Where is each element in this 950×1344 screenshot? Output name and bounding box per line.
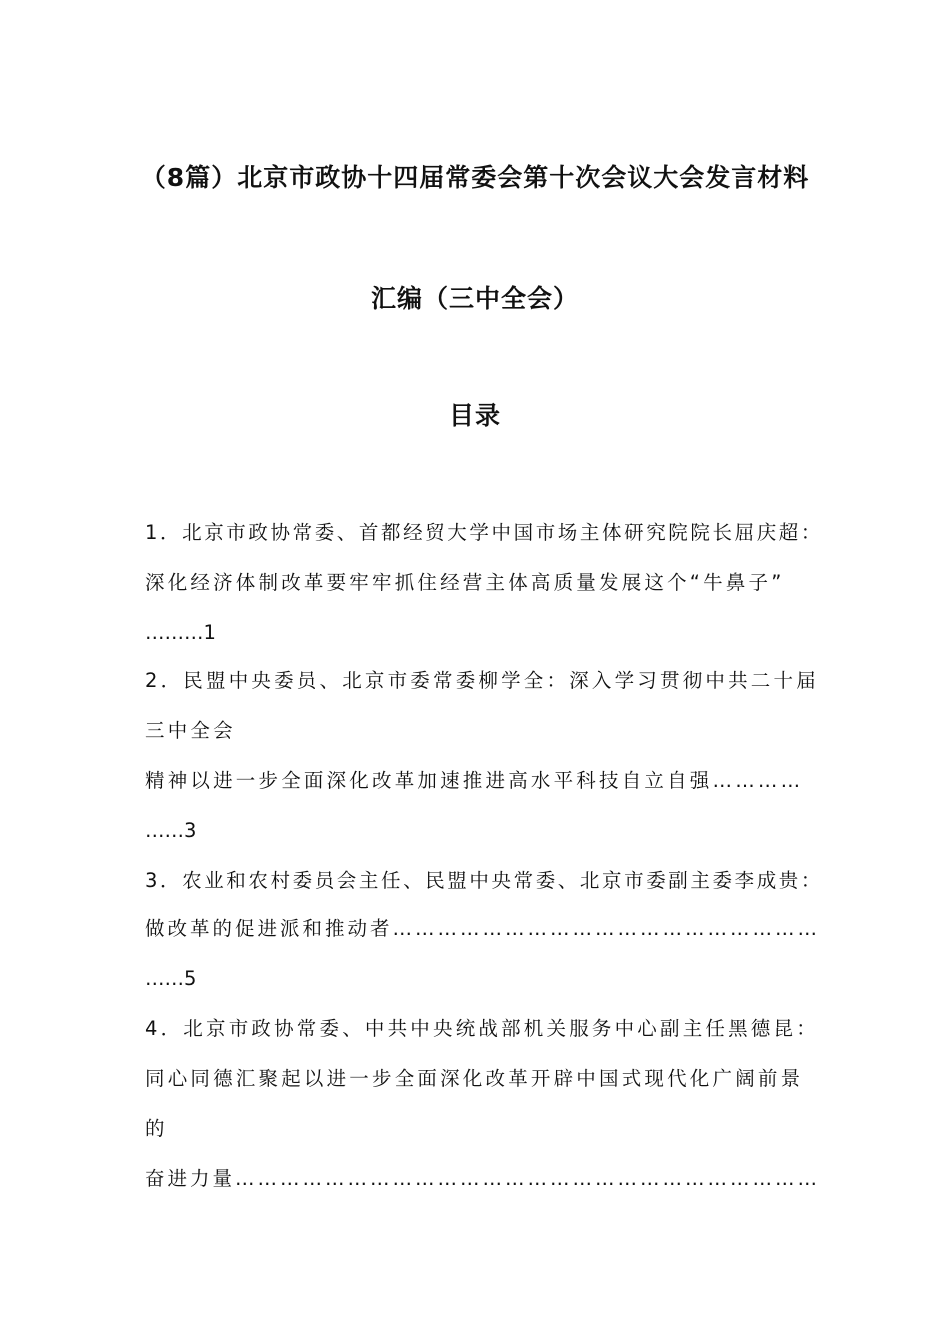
toc-line: 的 xyxy=(145,1117,168,1140)
toc-line: 3．农业和农村委员会主任、民盟中央常委、北京市委副主委李成贵： xyxy=(145,869,824,892)
toc-line: 三中全会 xyxy=(145,719,236,742)
toc-line: 同心同德汇聚起以进一步全面深化改革开辟中国式现代化广阔前景 xyxy=(145,1067,804,1090)
toc-line: 奋进力量…………………………………………………………………… xyxy=(145,1167,821,1190)
toc-line: ……3 xyxy=(145,819,197,842)
toc-line: 深化经济体制改革要牢牢抓住经营主体高质量发展这个“牛鼻子” xyxy=(145,571,785,594)
toc-line: 精神以进一步全面深化改革加速推进高水平科技自立自强………… xyxy=(145,769,804,792)
toc-line: 做改革的促进派和推动者………………………………………………… xyxy=(145,917,821,940)
document-title-line-1: （8篇）北京市政协十四届常委会第十次会议大会发言材料 xyxy=(140,163,810,192)
toc-line: 4．北京市政协常委、中共中央统战部机关服务中心副主任黑德昆： xyxy=(145,1017,819,1040)
toc-line: 2．民盟中央委员、北京市委常委柳学全：深入学习贯彻中共二十届 xyxy=(145,669,819,692)
toc-line: ……5 xyxy=(145,967,197,990)
toc-line: ………1 xyxy=(145,621,216,644)
document-title-line-2: 汇编（三中全会） xyxy=(370,284,579,313)
toc-line: 1．北京市政协常委、首都经贸大学中国市场主体研究院院长屈庆超： xyxy=(145,521,824,544)
toc-heading: 目录 xyxy=(448,401,501,430)
